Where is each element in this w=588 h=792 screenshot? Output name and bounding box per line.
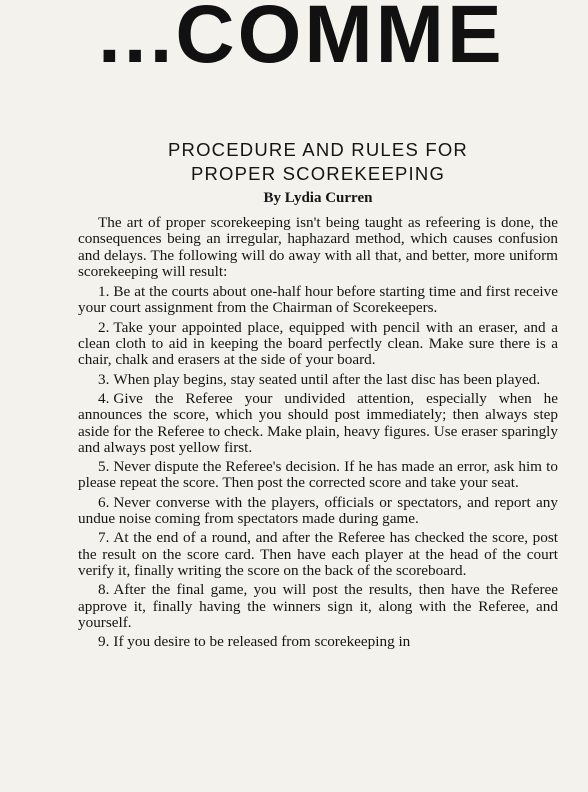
rule-6	[78, 495, 558, 528]
rule-2	[78, 320, 558, 369]
title-line-1: PROCEDURE AND RULES FOR	[167, 139, 468, 160]
rule-text: Take your appointed place, equipped with pencil with an eraser, and a clean cloth to aid in keeping the board perfectly clean. Make sure there is a chair, chalk and erasers at the side of your board.	[78, 318, 558, 369]
rule-text: At the end of a round, and after the Referee has checked the score, post the result on the score card. Then have each player at the head of the court verify it, finally writing the score on the back of the scoreboard.	[78, 529, 558, 579]
rule-text: When play begins, stay seated until after the last disc has been played.	[113, 370, 541, 388]
rule-text: Never dispute the Referee's decision. If he has made an error, ask him to please repeat the score. Then post the corrected score and take your seat.	[78, 458, 558, 492]
byline: By Lydia Curren	[263, 190, 373, 206]
rule-number: 1.	[98, 283, 110, 301]
section-banner: ...COMME	[98, 0, 505, 80]
rule-number: 4.	[98, 389, 110, 407]
rule-number: 2.	[98, 318, 110, 336]
rule-number: 8.	[98, 581, 110, 599]
rule-5	[78, 459, 558, 492]
rule-9	[78, 634, 558, 650]
rule-7	[78, 530, 558, 579]
article	[78, 138, 558, 653]
rule-4	[78, 391, 558, 456]
rule-number: 5.	[98, 458, 110, 476]
rule-number: 6.	[98, 493, 110, 511]
title-line-2: PROPER SCOREKEEPING	[190, 163, 446, 184]
rule-number: 9.	[98, 633, 110, 651]
article-title	[78, 138, 558, 186]
rule-text: After the final game, you will post the results, then have the Referee approve it, finally having the winners sign it, along with the Referee, and yourself.	[78, 581, 558, 631]
rule-text: Never converse with the players, officials or spectators, and report any undue noise coming from spectators made during game.	[78, 493, 558, 528]
rule-text: Give the Referee your undivided attention, especially when he announces the score, which you should post immediately; then always step aside for the Referee to check. Make plain, heavy figures. Use eraser sparingly and always post yellow first.	[78, 389, 558, 456]
rule-number: 7.	[98, 529, 110, 547]
rule-text: Be at the courts about one-half hour before starting time and first receive your court assignment from the Chairman of Scorekeepers.	[78, 283, 558, 317]
rule-1	[78, 284, 558, 317]
rule-number: 3.	[98, 370, 110, 388]
rule-text: If you desire to be released from scorekeeping in	[113, 633, 411, 651]
rule-8	[78, 582, 558, 631]
rule-3	[78, 372, 558, 388]
intro-paragraph: The art of proper scorekeeping isn't being taught as refeering is done, the consequences being an irregular, haphazard method, which causes confusion and delays. The following will do away with all that, and better, more uniform scorekeeping will result:	[78, 214, 558, 280]
